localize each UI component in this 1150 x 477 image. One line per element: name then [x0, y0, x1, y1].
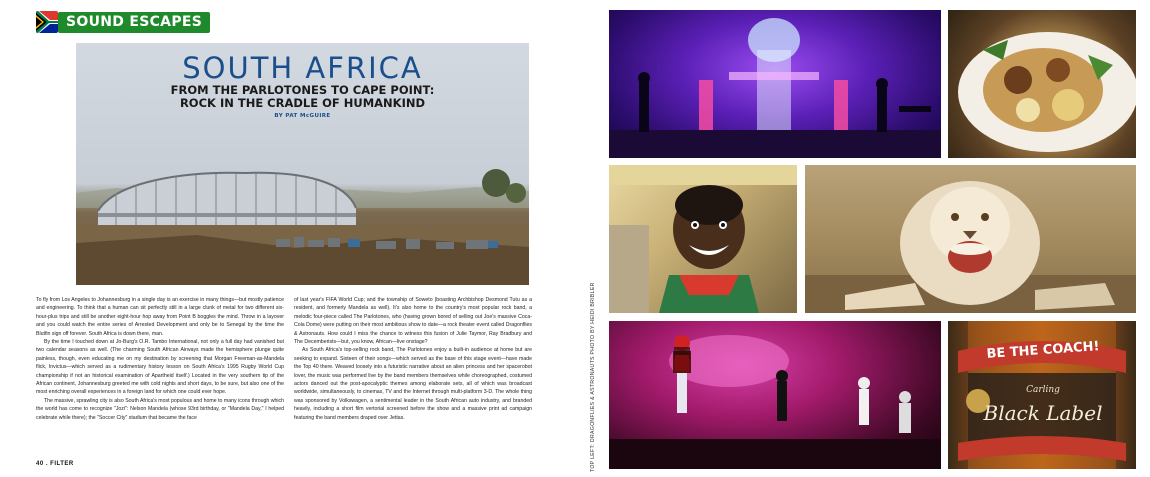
body-column-2: [294, 296, 532, 422]
stadium-illustration: [76, 43, 529, 285]
paragraph: The massive, sprawling city is also South Africa's most populous and home to many icons through which the world has come to recognize "Jozi": Nelson Mandela (whose 93rd birthday, or "Mandela Day," I helped celebrate while there); the "Soccer City" stadium that became the face: [36, 397, 284, 421]
stage-performance-photo: [609, 10, 941, 158]
paragraph: By the time I touched down at Jo-Burg's O.R. Tambo International, not only a full day had vanished but two calendar seasons as well. (The charming South African Airways made the hemisphere plunge quite painless, though, even educating me on my destination by screening that Morgan Freeman-as-Mandela flick, Invictus—which served as a rudimentary history lesson on South Africa's 1995 Rugby World Cup championship if not an historical examination of Apartheid itself.) Located in the very southern tip of the African continent, Johannesburg greeted me with cold nights and short days, to be sure, but also one of the most enriching overall experiences in a foreign land for which one could ever hope.: [36, 339, 284, 396]
page-folio: 40 . FILTER: [36, 461, 74, 467]
body-column-1: [36, 296, 284, 422]
article-byline: BY PAT McGUIRE: [274, 113, 331, 119]
article-subtitle-line1: FROM THE PARLOTONES TO CAPE POINT:: [170, 83, 435, 97]
south-africa-flag-icon: [36, 11, 58, 33]
food-plate-photo: [948, 10, 1136, 158]
beer-label-brand-line: Carling: [1026, 385, 1060, 395]
stadium-hero-photo: [76, 43, 529, 285]
article-subtitle-line2: ROCK IN THE CRADLE OF HUMANKIND: [179, 96, 426, 110]
article-title: SOUTH AFRICA: [182, 51, 423, 85]
paragraph: of last year's FIFA World Cup; and the township of Soweto (boasting Archbishop Desmond Tutu as a resident, and formerly Mandela as well). It's also home to the country's most popular rock band, a melodic four-piece called The Parlotones, who (having grown bored of selling out Joe's massive Coca-Cola Dome) were putting on their most ambitious show to date—a rock theater event called Dragonflies & Astronauts. How could I miss the chance to witness this fusion of Julie Taymor, Ray Bradbury and The Decemberists—but, you know, African—live onstage?: [294, 297, 532, 346]
paragraph: As South Africa's top-selling rock band, The Parlotones enjoy a built-in audience at home but are seeking to expand. Sixteen of their songs—which served as the base of this stage event—have made the Top 40 there. Weaved loosely into a futuristic narrative about an alien princess and her spacerobot lover, the music was performed live by the band members themselves while choreographed, costumed actors danced out the post-apocalyptic themes among elaborate sets, all of which was broadcast worldwide, simultaneously, to cinemas, TV and the Internet through multi-platform 3-D. The whole thing was sponsored by Volkswagen, a sentimental leader in the South African auto industry, and branded heavily, including a short film vertorial screened before the show and a massive print ad campaign featuring the band members draped over Jettas.: [294, 347, 532, 421]
smiling-boy-photo: [609, 165, 797, 313]
concert-photo: [609, 321, 941, 469]
lion-photo: [805, 165, 1136, 313]
beer-bottle-photo: [948, 321, 1136, 469]
section-tag: SOUND ESCAPES: [58, 12, 210, 33]
beer-label-slogan: BE THE COACH!: [986, 339, 1100, 362]
beer-label-brand: Black Label: [983, 401, 1103, 425]
photo-credit: TOP LEFT: DRAGONFLIES & ASTRONAUTS PHOTO BY HEIDI BRIBLER: [590, 282, 596, 472]
paragraph: To fly from Los Angeles to Johannesburg in a single day is an exercise in many things—but mostly patience and engineering. To think that a human can sit perfectly still in a large clunk of metal for two different six-hour-plus trips and still be another eight-hour hop away from Point B boggles the mind. Throw in a layover and you could watch the entire series of Arrested Development and only be to Senegal by the time the Blutfin sign off forever. South Africa is down there, man.: [36, 297, 284, 337]
